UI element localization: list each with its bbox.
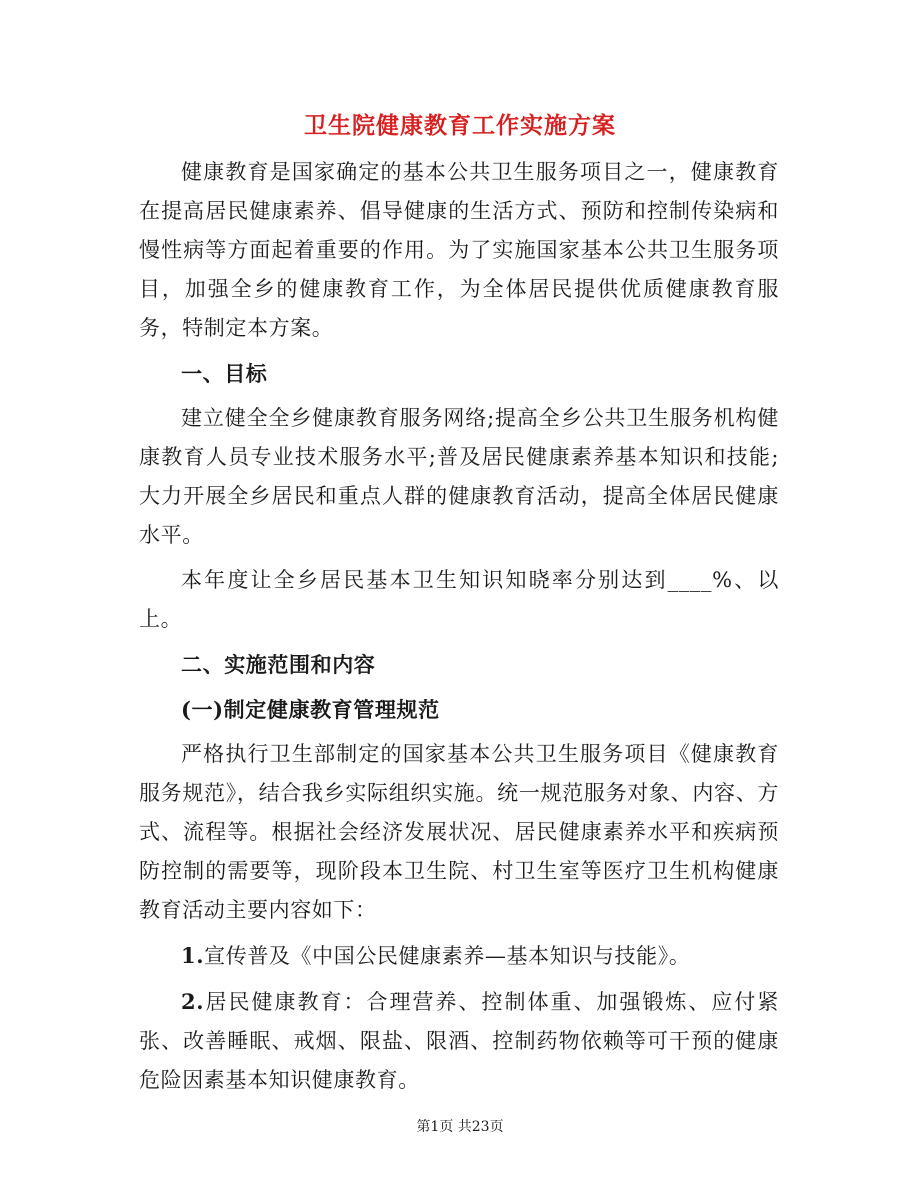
list-item [139,982,779,1100]
section-heading-scope: 二、实施范围和内容 [181,652,376,677]
list-item-number: 2. [181,989,205,1014]
list-item-number: 1. [181,943,205,968]
section-heading-goals: 一、目标 [181,361,268,386]
standards-paragraph: 严格执行卫生部制定的国家基本公共卫生服务项目《健康教育服务规范》，结合我乡实际组织实施。统一规范服务对象、内容、方式、流程等。根据社会经济发展状况、居民健康素养水平和疾病预防控制的需要等，现阶段本卫生院、村卫生室等医疗卫生机构健康教育活动主要内容如下： [139,742,779,922]
intro-paragraph: 健康教育是国家确定的基本公共卫生服务项目之一，健康教育在提高居民健康素养、倡导健康的生活方式、预防和控制传染病和慢性病等方面起着重要的作用。为了实施国家基本公共卫生服务项目，加强全乡的健康教育工作，为全体居民提供优质健康教育服务，特制定本方案。 [139,160,779,340]
page-number-footer: 第1页 共23页 [416,1119,504,1135]
document-title: 卫生院健康教育工作实施方案 [304,112,616,139]
document-body [139,153,779,1106]
list-item-text: 宣传普及《中国公民健康素养—基本知识与技能》。 [204,944,691,968]
subsection-heading-standards: (一)制定健康教育管理规范 [181,697,440,722]
goals-paragraph: 建立健全全乡健康教育服务网络;提高全乡公共卫生服务机构健康教育人员专业技术服务水平;普及居民健康素养基本知识和技能;大力开展全乡居民和重点人群的健康教育活动，提高全体居民健康水平。 [139,406,779,547]
list-item-text: 居民健康教育：合理营养、控制体重、加强锻炼、应付紧张、改善睡眠、戒烟、限盐、限酒、控制药物依赖等可干预的健康危险因素基本知识健康教育。 [139,990,779,1092]
list-item [139,936,779,976]
goals-target-paragraph: 本年度让全乡居民基本卫生知识知晓率分别达到____%、以上。 [139,568,779,631]
